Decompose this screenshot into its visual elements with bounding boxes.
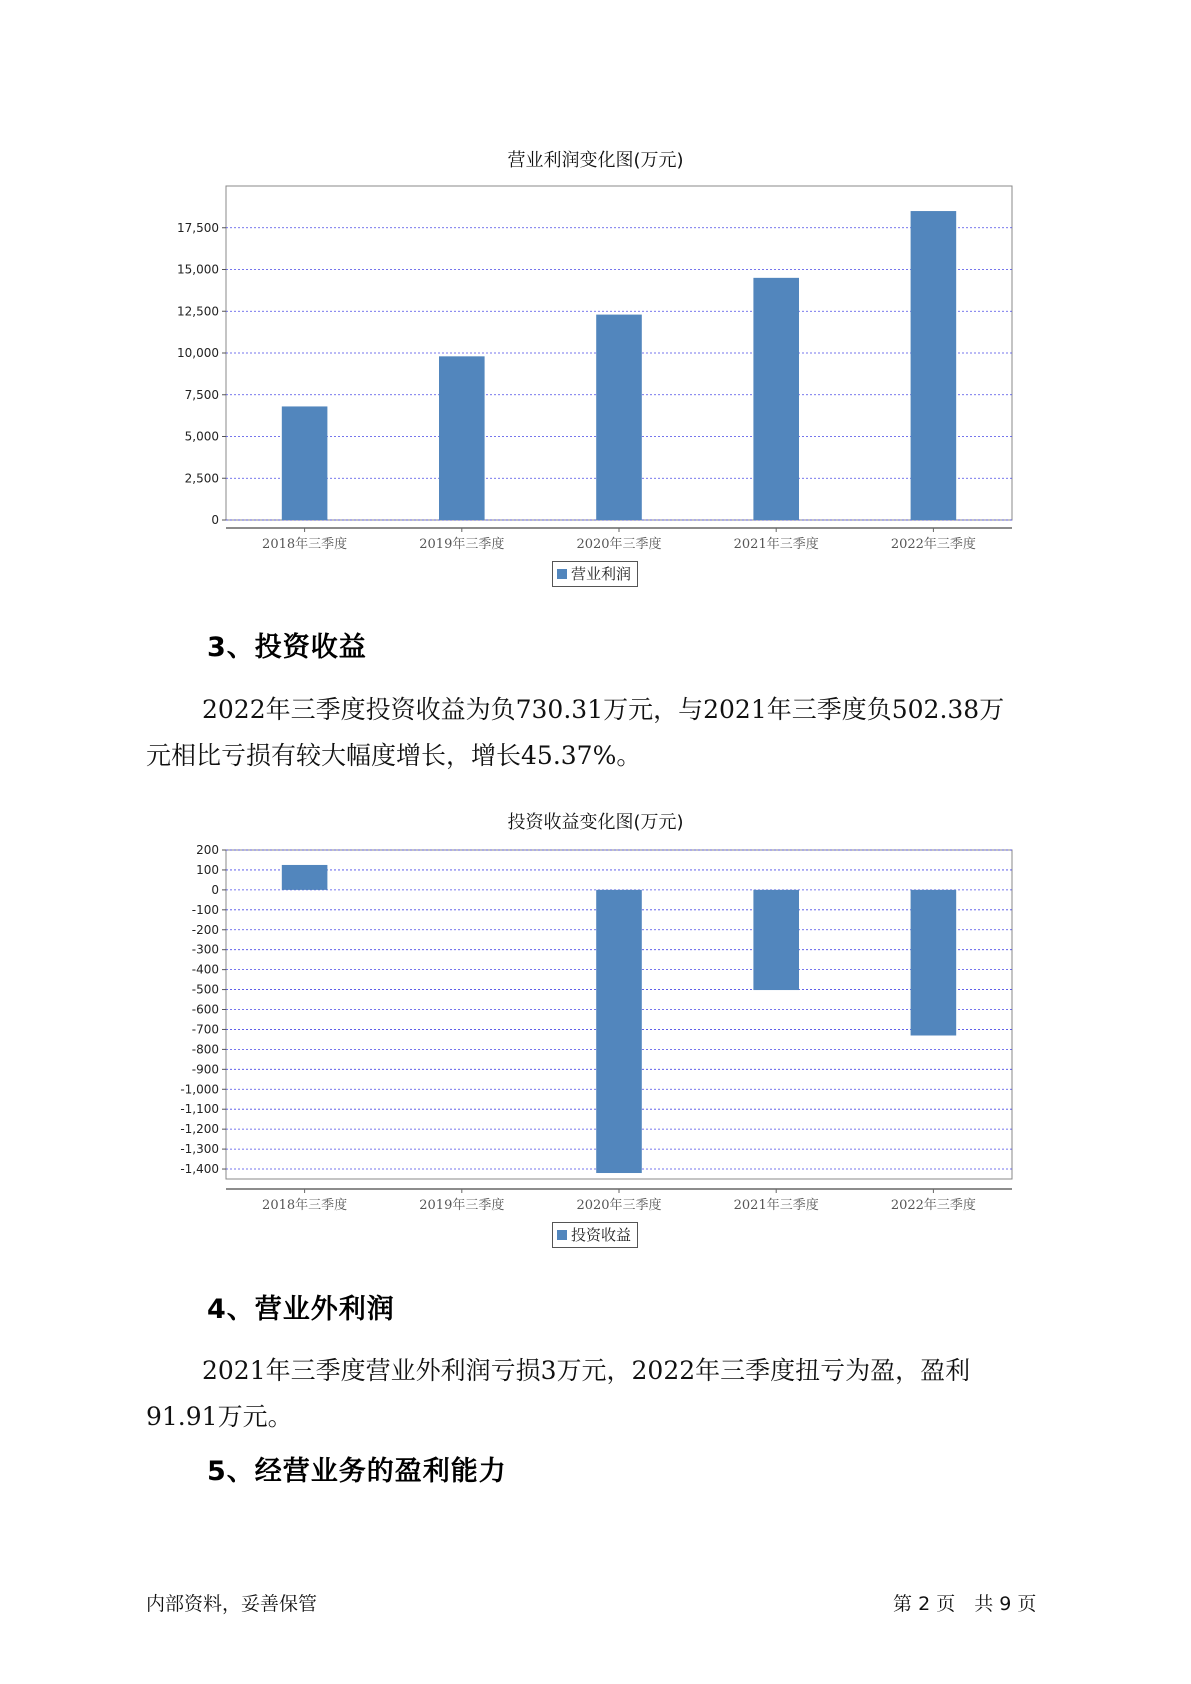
x-category-label: 2019年三季度 [419,1198,505,1213]
section4-text-line2: 91.91万元。 [146,1402,293,1431]
page-mid: 页 共 [936,1593,994,1615]
footer-confidential-note: 内部资料，妥善保管 [146,1593,318,1615]
y-tick-label: -1,300 [180,1142,219,1157]
chart2-legend [552,1222,638,1248]
y-tick-label: -700 [191,1022,219,1037]
y-tick-label: 100 [196,862,219,877]
bar [911,890,957,1036]
investment-income-chart [0,835,1191,1215]
y-tick-label: -100 [191,902,219,917]
operating-profit-chart [0,170,1191,590]
bar [282,406,328,520]
bar [911,211,957,520]
x-category-label: 2020年三季度 [576,1198,662,1213]
chart1-legend-label: 营业利润 [571,565,632,583]
section5-heading: 5、经营业务的盈利能力 [207,1456,507,1487]
y-tick-label: -1,400 [180,1162,219,1177]
y-tick-label: -300 [191,942,219,957]
x-category-label: 2020年三季度 [576,537,662,552]
section4-heading: 4、营业外利润 [207,1294,395,1325]
section3-text-line2: 元相比亏损有较大幅度增长，增长45.37%。 [146,741,642,770]
y-tick-label: -900 [191,1062,219,1077]
bar [596,890,642,1173]
y-tick-label: -600 [191,1002,219,1017]
y-tick-label: 5,000 [184,429,219,444]
chart1-title: 营业利润变化图(万元) [507,150,684,171]
section3-text-line1: 2022年三季度投资收益为负730.31万元，与2021年三季度负502.38万 [202,695,1005,724]
y-tick-label: 10,000 [177,346,219,360]
y-tick-label: -500 [191,982,219,997]
section3-paragraph [146,687,1046,779]
x-category-label: 2018年三季度 [262,1198,348,1213]
chart1-legend [552,561,638,587]
x-category-label: 2019年三季度 [419,537,505,552]
x-category-label: 2021年三季度 [733,1198,819,1213]
y-tick-label: 17,500 [177,220,219,235]
y-tick-label: 200 [196,843,219,857]
legend-swatch-icon [557,1230,567,1240]
section4-text-line1: 2021年三季度营业外利润亏损3万元，2022年三季度扭亏为盈，盈利 [202,1356,971,1385]
x-category-label: 2022年三季度 [890,537,976,552]
page-prefix: 第 [893,1593,913,1615]
bar [753,278,799,520]
section4-paragraph [146,1348,1046,1440]
y-tick-label: -200 [191,922,219,937]
y-tick-label: 7,500 [184,387,219,402]
y-tick-label: -1,100 [180,1102,219,1117]
y-tick-label: -1,200 [180,1122,219,1137]
y-tick-label: 15,000 [177,262,219,277]
legend-swatch-icon [557,569,567,579]
footer-page-indicator [893,1589,1036,1616]
y-tick-label: -1,000 [180,1082,219,1097]
y-tick-label: -400 [191,962,219,977]
y-tick-label: 2,500 [184,471,219,486]
page-number: 2 [918,1593,931,1615]
x-category-label: 2022年三季度 [890,1198,976,1213]
x-category-label: 2021年三季度 [733,537,819,552]
bar [282,865,328,890]
page-total: 9 [999,1593,1012,1615]
x-category-label: 2018年三季度 [262,537,348,552]
y-tick-label: -800 [191,1042,219,1057]
bar [596,315,642,520]
bar [753,890,799,990]
chart2-legend-label: 投资收益 [571,1226,632,1244]
y-tick-label: 0 [211,882,219,897]
page-suffix: 页 [1017,1593,1037,1615]
chart2-title: 投资收益变化图(万元) [507,812,684,833]
section3-heading: 3、投资收益 [207,632,367,663]
bar [439,356,485,520]
y-tick-label: 12,500 [177,304,219,319]
y-tick-label: 0 [211,513,219,527]
